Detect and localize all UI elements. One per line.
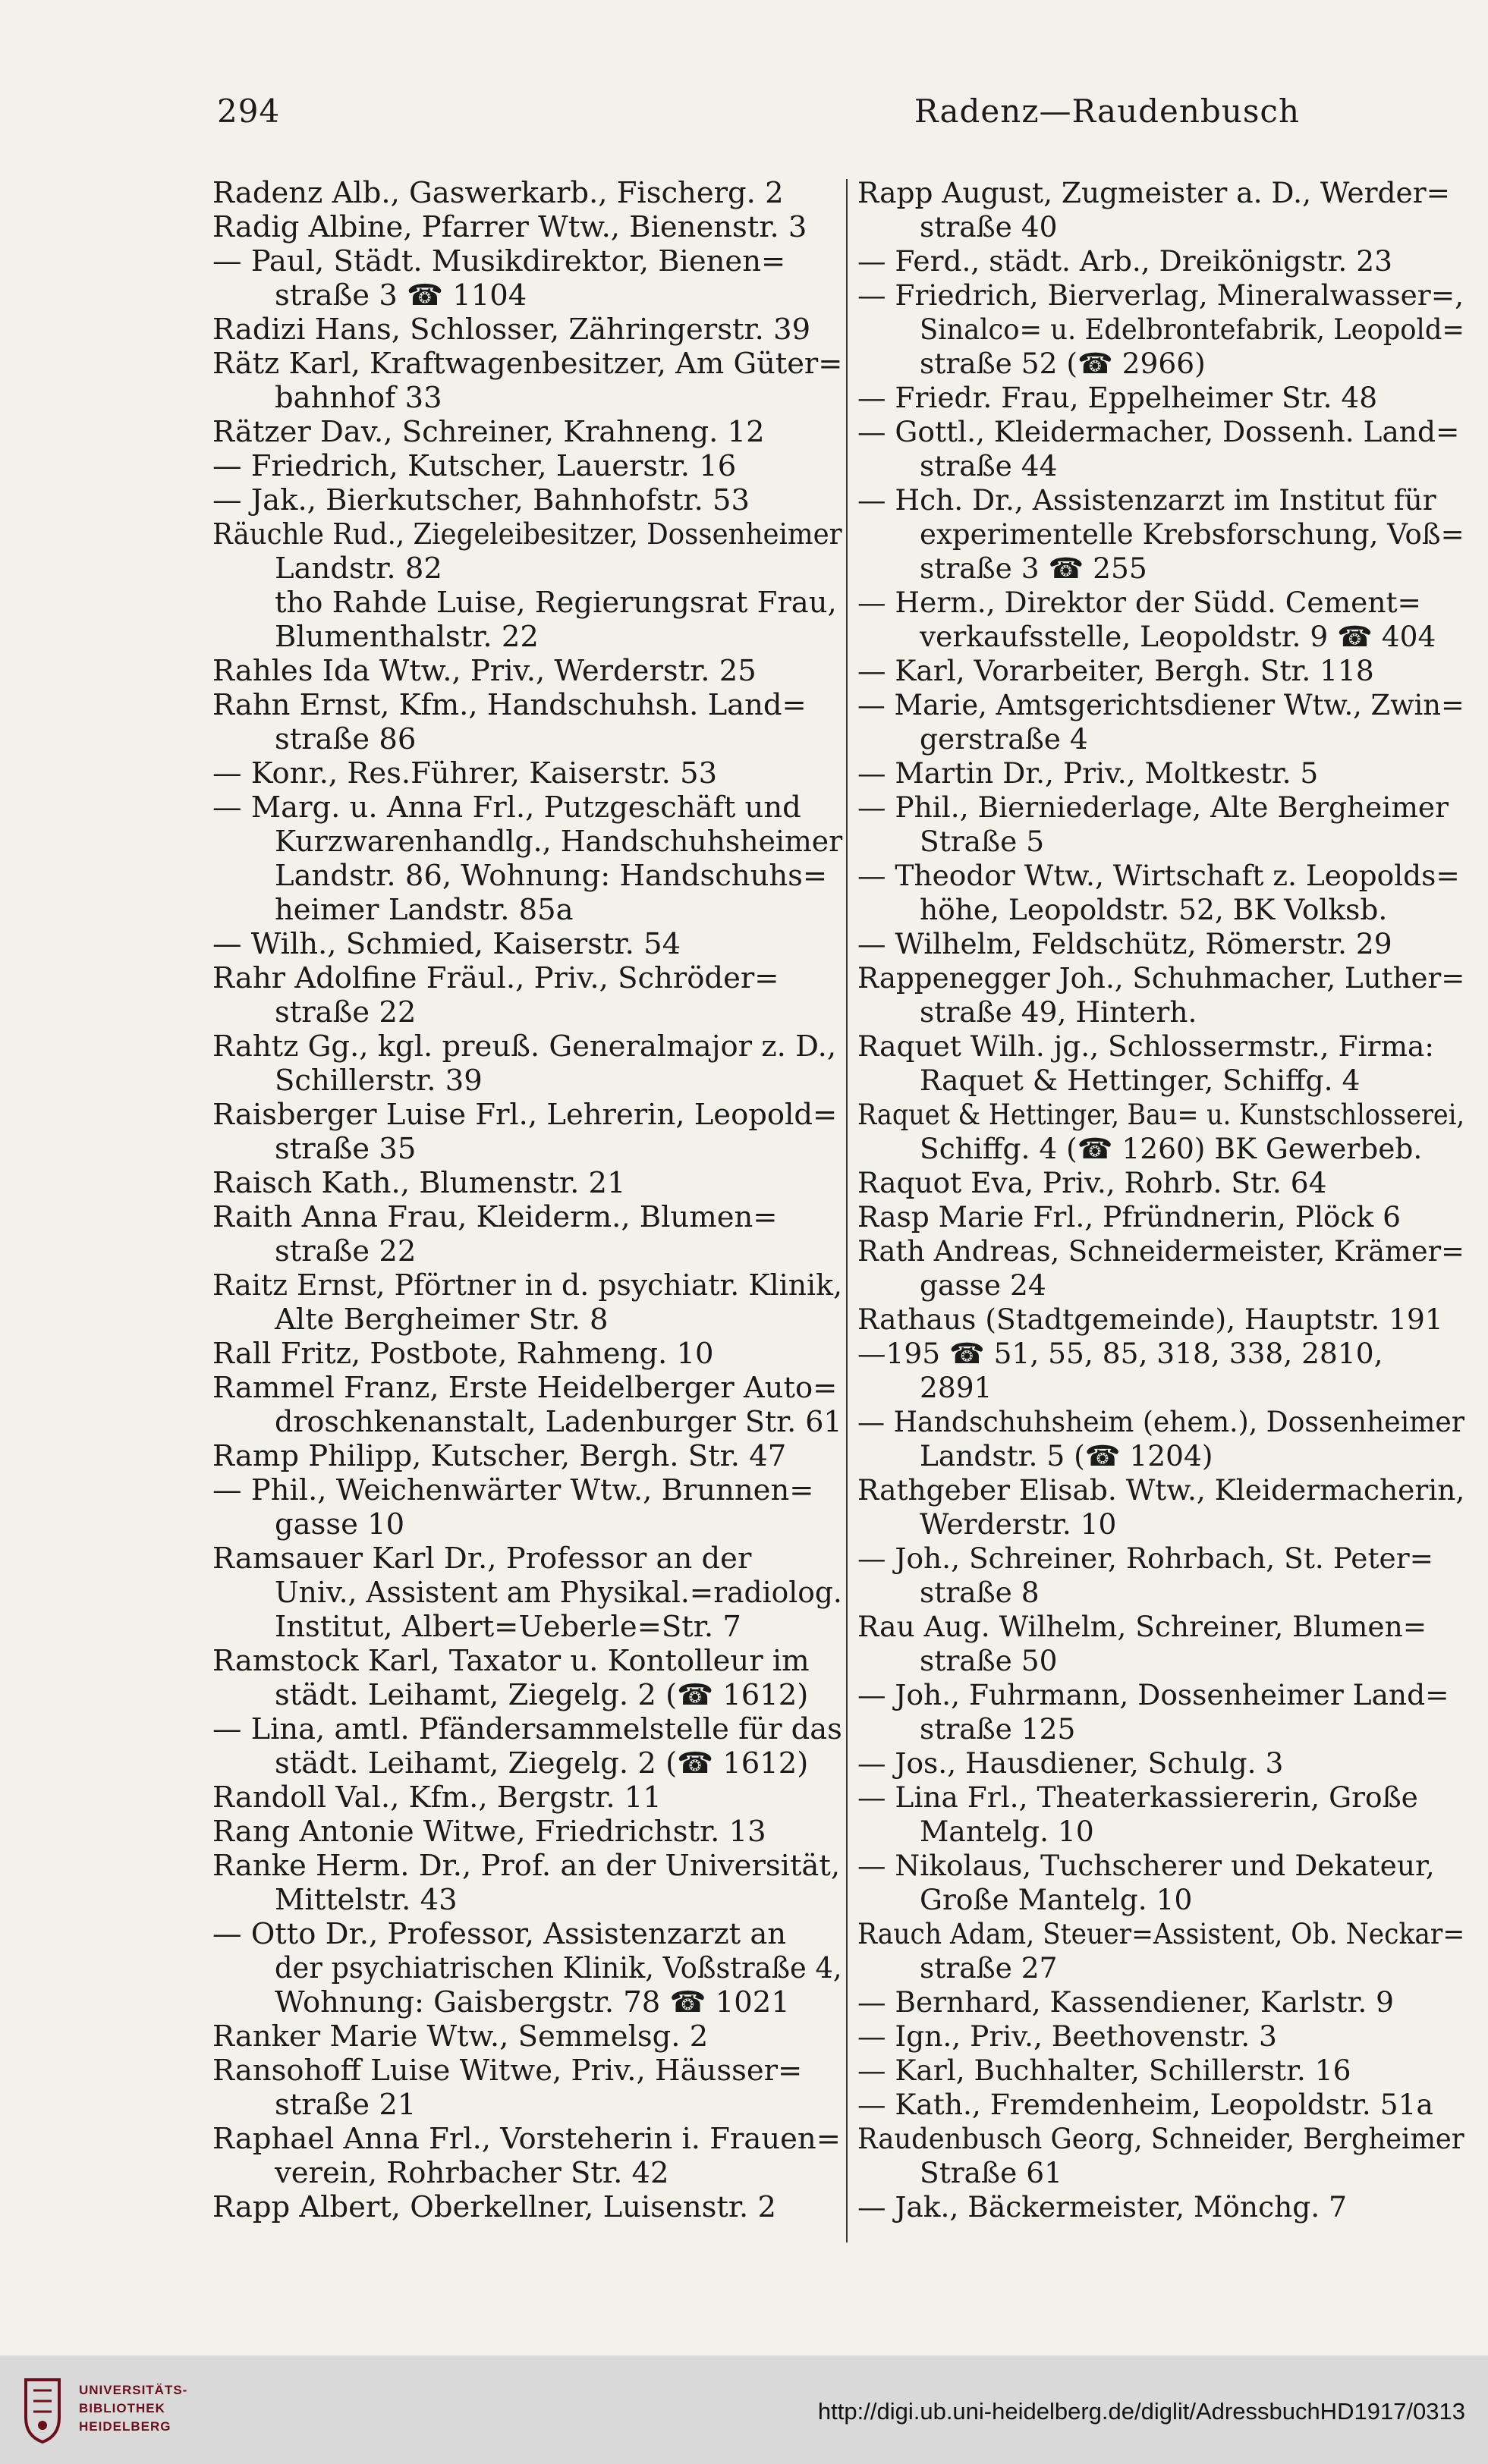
directory-entry-line: Ramsauer Karl Dr., Professor an der [212,1542,752,1576]
directory-entry-line: Raudenbusch Georg, Schneider, Bergheimer [857,2122,1464,2155]
directory-entry-line: straße 8 [920,1576,1040,1609]
directory-entry-line: — Bernhard, Kassendiener, Karlstr. 9 [857,1985,1395,2019]
directory-entry-line: Raquet & Hettinger, Bau= u. Kunstschlosserei, [857,1098,1465,1131]
directory-entry-line: straße 35 [275,1132,417,1166]
directory-entry-line: Ramp Philipp, Kutscher, Bergh. Str. 47 [212,1439,787,1473]
directory-entry-line: straße 52 (☎ 2966) [920,347,1206,380]
source-url-link[interactable]: http://digi.ub.uni-heidelberg.de/diglit/AdressbuchHD1917/0313 [817,2398,1465,2425]
library-footer [0,2356,1488,2464]
directory-entry-line: — Paul, Städt. Musikdirektor, Bienen= [212,244,786,278]
directory-entry-line: gasse 10 [275,1507,405,1542]
running-head: Radenz—Raudenbusch [914,93,1300,130]
directory-entry-line: — Otto Dr., Professor, Assistenzarzt an [212,1917,787,1951]
directory-entry-line: straße 3 ☎ 255 [920,552,1147,585]
directory-entry-line: gasse 24 [920,1268,1046,1302]
directory-entry-line: experimentelle Krebsforschung, Voß= [920,517,1464,551]
directory-entry-line: — Handschuhsheim (ehem.), Dossenheimer [857,1405,1465,1438]
directory-entry-line: Raquet & Hettinger, Schiffg. 4 [920,1064,1361,1097]
directory-entry-line: Radizi Hans, Schlosser, Zähringerstr. 39 [212,313,811,347]
directory-entry-line: straße 49, Hinterh. [920,995,1197,1029]
directory-entry-line: straße 3 ☎ 1104 [275,278,527,313]
directory-entry-line: — Marg. u. Anna Frl., Putzgeschäft und [212,790,801,825]
directory-entry-line: — Ign., Priv., Beethovenstr. 3 [857,2019,1277,2053]
directory-entry-line: Rammel Franz, Erste Heidelberger Auto= [212,1371,838,1405]
directory-entry-line: — Marie, Amtsgerichtsdiener Wtw., Zwin= [857,688,1464,721]
directory-entry-line: — Karl, Vorarbeiter, Bergh. Str. 118 [857,654,1374,687]
directory-entry-line: straße 22 [275,995,417,1029]
directory-entry-line: Radenz Alb., Gaswerkarb., Fischerg. 2 [212,176,784,210]
directory-entry-line: Ramstock Karl, Taxator u. Kontolleur im [212,1644,810,1678]
directory-entry-line: Rahtz Gg., kgl. preuß. Generalmajor z. D., [212,1029,837,1064]
directory-entry-line: Schillerstr. 39 [275,1064,483,1098]
directory-entry-line: straße 22 [275,1234,417,1268]
directory-entry-line: Rappenegger Joh., Schuhmacher, Luther= [857,961,1465,995]
directory-entry-line: — Friedrich, Bierverlag, Mineralwasser=, [857,278,1464,312]
directory-entry-line: Werderstr. 10 [920,1507,1117,1541]
directory-entry-line: — Martin Dr., Priv., Moltkestr. 5 [857,756,1319,790]
directory-entry-line: Straße 5 [920,825,1045,858]
column-divider [846,179,848,2242]
directory-entry-line: straße 40 [920,210,1058,244]
directory-entry-line: Rahr Adolfine Fräul., Priv., Schröder= [212,961,779,995]
directory-entry-line: — Jak., Bäckermeister, Mönchg. 7 [857,2190,1347,2224]
directory-entry-line: Raitz Ernst, Pförtner in d. psychiatr. Klinik, [212,1268,843,1303]
directory-entry-line: — Joh., Schreiner, Rohrbach, St. Peter= [857,1542,1434,1575]
directory-entry-line: Rätz Karl, Kraftwagenbesitzer, Am Güter= [212,347,843,381]
directory-entry-line: straße 125 [920,1712,1076,1746]
library-seal-icon [20,2375,65,2445]
directory-entry-line: straße 21 [275,2088,417,2122]
directory-entry-line: Schiffg. 4 (☎ 1260) BK Gewerbeb. [920,1132,1423,1165]
directory-entry-line: Rathaus (Stadtgemeinde), Hauptstr. 191 [857,1303,1443,1336]
directory-entry-line: verein, Rohrbacher Str. 42 [275,2156,669,2190]
directory-entry-line: Rapp Albert, Oberkellner, Luisenstr. 2 [212,2190,777,2224]
directory-entry-line: verkaufsstelle, Leopoldstr. 9 ☎ 404 [920,620,1436,653]
directory-entry-line: Rau Aug. Wilhelm, Schreiner, Blumen= [857,1610,1427,1643]
directory-entry-line: Rath Andreas, Schneidermeister, Krämer= [857,1234,1464,1268]
directory-entry-line: — Wilh., Schmied, Kaiserstr. 54 [212,927,681,961]
directory-entry-line: Univ., Assistent am Physikal.=radiolog. [275,1576,842,1610]
directory-entry-line: tho Rahde Luise, Regierungsrat Frau, [275,586,837,620]
directory-entry-line: Rathgeber Elisab. Wtw., Kleidermacherin, [857,1473,1465,1507]
directory-entry-line: — Lina, amtl. Pfändersammelstelle für das [212,1712,842,1746]
directory-entry-line: Rahles Ida Wtw., Priv., Werderstr. 25 [212,654,757,688]
directory-entry-line: Raquet Wilh. jg., Schlossermstr., Firma: [857,1029,1434,1063]
directory-entry-line: — Nikolaus, Tuchscherer und Dekateur, [857,1849,1435,1882]
directory-entry-line: — Kath., Fremdenheim, Leopoldstr. 51a [857,2088,1433,2121]
directory-entry-line: — Lina Frl., Theaterkassiererin, Große [857,1780,1418,1814]
directory-entry-line: Ransohoff Luise Witwe, Priv., Häusser= [212,2054,803,2088]
library-name-line: BIBLIOTHEK [79,2401,165,2415]
directory-entry-line: — Phil., Weichenwärter Wtw., Brunnen= [212,1473,814,1507]
directory-entry-line: bahnhof 33 [275,381,442,415]
directory-entry-line: — Ferd., städt. Arb., Dreikönigstr. 23 [857,244,1392,278]
directory-entry-line: Rasp Marie Frl., Pfründnerin, Plöck 6 [857,1200,1401,1234]
directory-entry-line: Rang Antonie Witwe, Friedrichstr. 13 [212,1815,766,1849]
directory-entry-line: Rätzer Dav., Schreiner, Krahneng. 12 [212,415,765,449]
directory-entry-line: Mantelg. 10 [920,1815,1094,1848]
directory-entry-line: — Friedrich, Kutscher, Lauerstr. 16 [212,449,737,483]
directory-entry-line: — Theodor Wtw., Wirtschaft z. Leopolds= [857,859,1460,892]
directory-entry-line: — Friedr. Frau, Eppelheimer Str. 48 [857,381,1378,414]
directory-entry-line: droschkenanstalt, Ladenburger Str. 61 [275,1405,842,1439]
directory-entry-line: der psychiatrischen Klinik, Voßstraße 4, [275,1951,842,1985]
directory-entry-line: Sinalco= u. Edelbrontefabrik, Leopold= [920,313,1464,346]
directory-entry-line: Raphael Anna Frl., Vorsteherin i. Frauen= [212,2122,841,2156]
directory-entry-line: — Hch. Dr., Assistenzarzt im Institut für [857,483,1436,517]
directory-entry-line: straße 27 [920,1951,1058,1985]
directory-entry-line: Räuchle Rud., Ziegeleibesitzer, Dossenheimer [212,517,842,552]
directory-entry-line: — Jak., Bierkutscher, Bahnhofstr. 53 [212,483,750,517]
directory-entry-line: straße 44 [920,449,1058,482]
directory-entry-line: heimer Landstr. 85a [275,893,574,927]
directory-entry-line: Raisberger Luise Frl., Lehrerin, Leopold= [212,1098,838,1132]
page-number: 294 [217,93,281,130]
directory-entry-line: — Herm., Direktor der Südd. Cement= [857,586,1421,619]
directory-entry-line: — Gottl., Kleidermacher, Dossenh. Land= [857,415,1460,448]
directory-entry-line: gerstraße 4 [920,722,1088,756]
directory-entry-line: Rahn Ernst, Kfm., Handschuhsh. Land= [212,688,807,722]
directory-entry-line: — Wilhelm, Feldschütz, Römerstr. 29 [857,927,1392,960]
directory-entry-line: — Konr., Res.Führer, Kaiserstr. 53 [212,756,718,790]
library-name-line: HEIDELBERG [79,2419,171,2434]
directory-entry-line: Alte Bergheimer Str. 8 [275,1303,609,1337]
left-column [212,176,842,2224]
directory-entry-line: Mittelstr. 43 [275,1883,458,1917]
directory-entry-line: Institut, Albert=Ueberle=Str. 7 [275,1610,741,1644]
directory-entry-line: Kurzwarenhandlg., Handschuhsheimer [275,825,843,859]
directory-entry-line: Rauch Adam, Steuer=Assistent, Ob. Neckar= [857,1917,1465,1950]
directory-entry-line: — Karl, Buchhalter, Schillerstr. 16 [857,2054,1351,2087]
directory-entry-line: Straße 61 [920,2156,1062,2189]
directory-entry-line: Raisch Kath., Blumenstr. 21 [212,1166,626,1200]
directory-entry-line: — Jos., Hausdiener, Schulg. 3 [857,1746,1284,1780]
directory-entry-line: städt. Leihamt, Ziegelg. 2 (☎ 1612) [275,1678,809,1712]
right-column [857,176,1464,2224]
directory-entry-line: Große Mantelg. 10 [920,1883,1193,1916]
directory-entry-line: Blumenthalstr. 22 [275,620,539,654]
directory-entry-line: Rall Fritz, Postbote, Rahmeng. 10 [212,1337,714,1371]
library-name [79,2381,187,2436]
directory-entry-line: Landstr. 86, Wohnung: Handschuhs= [275,859,828,893]
directory-entry-line: straße 50 [920,1644,1058,1677]
directory-entry-line: Landstr. 5 (☎ 1204) [920,1439,1213,1472]
directory-entry-line: Raith Anna Frau, Kleiderm., Blumen= [212,1200,778,1234]
directory-entry-line: Raquot Eva, Priv., Rohrb. Str. 64 [857,1166,1327,1199]
directory-entry-line: Ranker Marie Wtw., Semmelsg. 2 [212,2019,709,2054]
directory-entry-line: Randoll Val., Kfm., Bergstr. 11 [212,1780,662,1815]
library-name-line: UNIVERSITÄTS- [79,2383,188,2397]
directory-entry-line: Rapp August, Zugmeister a. D., Werder= [857,176,1451,209]
directory-entry-line: städt. Leihamt, Ziegelg. 2 (☎ 1612) [275,1746,809,1780]
directory-entry-line: —195 ☎ 51, 55, 85, 318, 338, 2810, [857,1337,1383,1370]
directory-entry-line: — Joh., Fuhrmann, Dossenheimer Land= [857,1678,1449,1711]
directory-entry-line: Ranke Herm. Dr., Prof. an der Universität, [212,1849,841,1883]
directory-entry-line: — Phil., Bierniederlage, Alte Bergheimer [857,790,1449,824]
directory-entry-line: Radig Albine, Pfarrer Wtw., Bienenstr. 3 [212,210,807,244]
directory-entry-line: höhe, Leopoldstr. 52, BK Volksb. [920,893,1388,926]
directory-entry-line: straße 86 [275,722,417,756]
directory-entry-line: Wohnung: Gaisbergstr. 78 ☎ 1021 [275,1985,790,2019]
directory-entry-line: Landstr. 82 [275,552,442,586]
directory-entry-line: 2891 [920,1371,993,1404]
